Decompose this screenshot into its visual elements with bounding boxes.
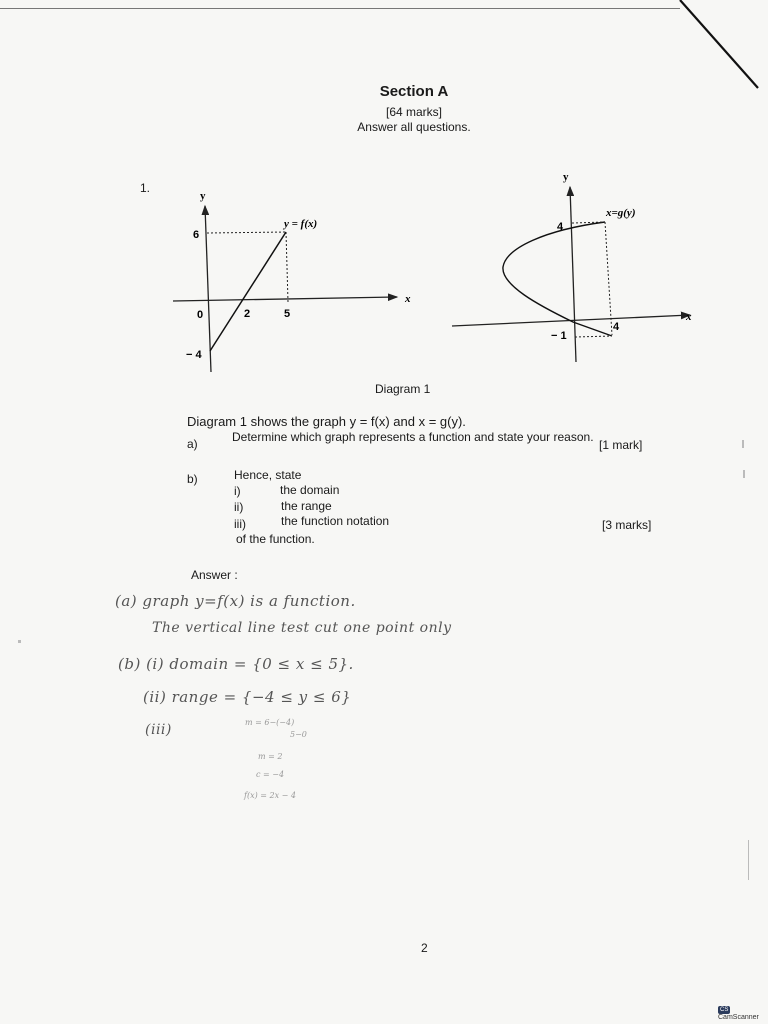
part-a-text: Determine which graph represents a function and state your reason. [232, 430, 594, 444]
handwritten-line: (iii) [145, 722, 172, 738]
scanner-badge-text: CamScanner [718, 1014, 759, 1021]
handwritten-working: 5−0 [290, 730, 307, 739]
question-number: 1. [140, 181, 151, 195]
graph-g-tick-neg1: − 1 [551, 330, 567, 342]
graph-f-y-label: y [200, 190, 206, 202]
graph-g-tick-4x: 4 [613, 321, 620, 333]
answer-label: Answer : [191, 568, 238, 582]
handwritten-line: (ii) range = {−4 ≤ y ≤ 6} [143, 688, 352, 706]
part-b-item-text: the range [281, 499, 332, 513]
part-b-item-num: i) [234, 484, 241, 498]
graph-f-tick-neg4: − 4 [186, 349, 202, 361]
question-stem: Diagram 1 shows the graph y = f(x) and x = g(y). [187, 414, 466, 429]
section-marks: [64 marks] [385, 105, 442, 119]
scanner-logo-icon: CS [720, 1007, 729, 1013]
graph-f-tick-2: 2 [244, 308, 251, 320]
handwritten-line: (b) (i) domain = {0 ≤ x ≤ 5}. [118, 655, 354, 673]
graph-g-guide-bottom [575, 336, 612, 337]
graph-f-tick-6: 6 [193, 229, 200, 241]
graph-f-x-label: x [405, 293, 411, 305]
handwritten-working: m = 6−(−4) [245, 718, 295, 727]
handwritten-line: The vertical line test cut one point only [152, 620, 452, 636]
graph-f-guide-h [207, 232, 286, 233]
graph-f-x-axis [173, 297, 397, 301]
part-b-marks: [3 marks] [602, 518, 652, 532]
part-b-intro: Hence, state [234, 468, 302, 482]
part-b-item-text: the function notation [281, 514, 390, 528]
graph-f-y-axis [205, 206, 211, 372]
graph-g-y-axis [570, 187, 576, 362]
section-title: Section A [379, 83, 449, 100]
section-instruction: Answer all questions. [357, 120, 471, 134]
part-b-item-text: the domain [280, 483, 340, 497]
graph-g-y-label: y [563, 171, 569, 183]
graph-f [173, 190, 411, 372]
handwritten-line: (a) graph y=f(x) is a function. [115, 592, 356, 610]
part-b-label: b) [187, 472, 198, 486]
scan-speck [743, 470, 745, 478]
part-b-item-num: iii) [234, 517, 246, 531]
graph-g [452, 171, 692, 362]
graph-g-guide-right [605, 222, 612, 335]
part-b-tail: of the function. [236, 532, 315, 546]
scan-speck [748, 840, 749, 880]
graph-f-tick-5: 5 [284, 308, 291, 320]
diagram-1 [0, 0, 768, 400]
handwritten-working: f(x) = 2x − 4 [244, 791, 296, 800]
scan-speck [18, 640, 21, 643]
part-b-item-num: ii) [234, 500, 244, 514]
scanner-badge [718, 1006, 768, 1021]
graph-f-guide-v [286, 232, 288, 302]
part-a-label: a) [187, 437, 198, 451]
diagram-caption: Diagram 1 [375, 382, 431, 396]
scan-speck [742, 440, 744, 448]
graph-f-curve-label: y = f(x) [284, 218, 318, 230]
handwritten-working: c = −4 [256, 770, 285, 779]
page-number: 2 [421, 941, 428, 955]
graph-f-curve [210, 232, 286, 351]
part-a-marks: [1 mark] [599, 438, 643, 452]
graph-g-tick-4y: 4 [557, 221, 564, 233]
graph-g-curve-label: x=g(y) [606, 207, 636, 219]
handwritten-working: m = 2 [258, 752, 283, 761]
graph-g-x-label: x [686, 311, 692, 323]
graph-f-tick-0: 0 [197, 309, 204, 321]
